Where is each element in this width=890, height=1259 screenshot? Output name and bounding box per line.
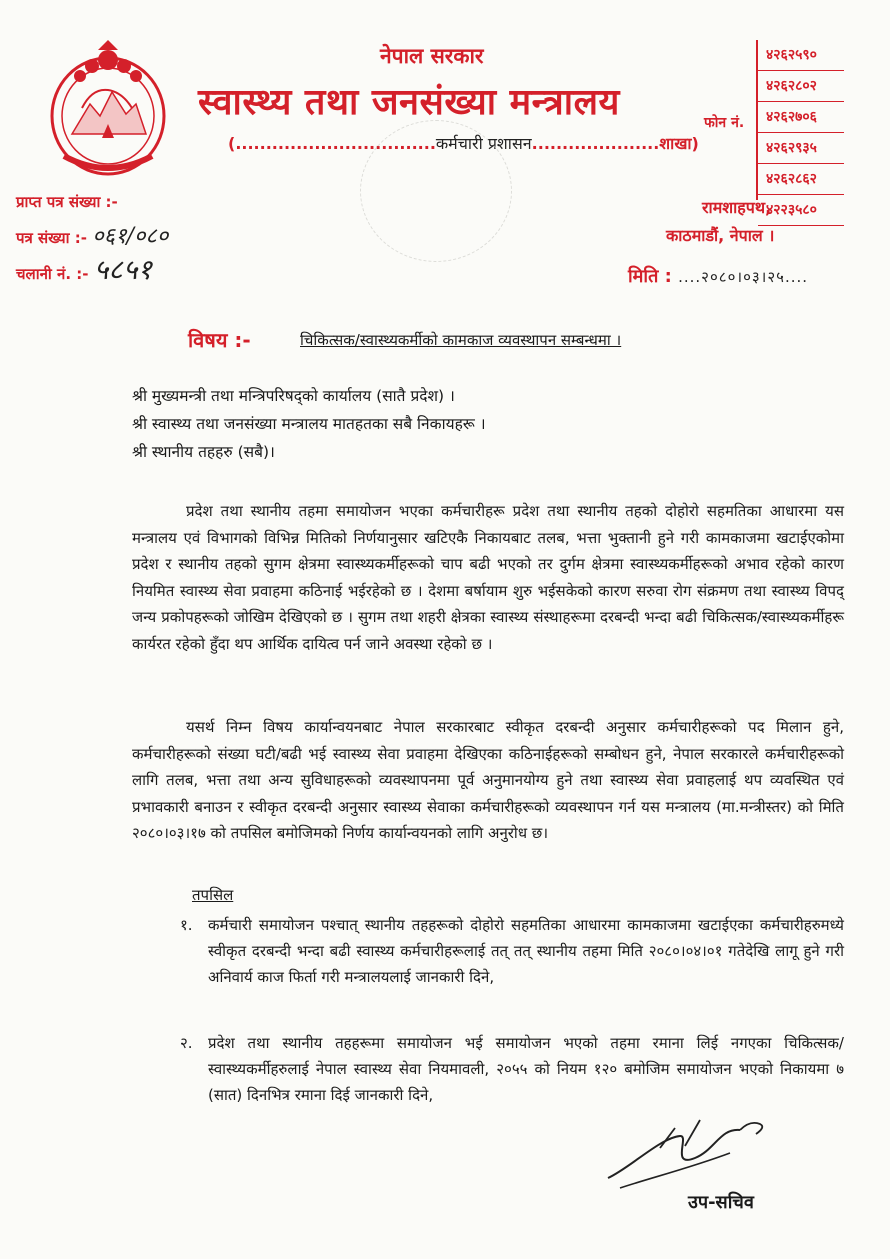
tapsil-item-text: कर्मचारी समायोजन पश्चात् स्थानीय तहहरूको दोहोरो सहमतिका आधारमा कामकाजमा खटाईएका कर्मचारीहरुमध्ये स्वीकृत दरबन्दी भन्दा बढी स्वास्थ्य कर्मचारीहरूलाई तत् तत् स्थानीय तहमा मिति २०८०।०४।०१ गतेदेखि लागू हुने गरी अनिवार्य काज फिर्ता गरी मन्त्रालयलाई जानकारी दिने, (208, 916, 844, 986)
phone-number: ४२६२९३५ (758, 133, 844, 164)
dispatch-number-label: चलानी नं. :- (16, 265, 89, 283)
date-value: ....२०८०।०३।२५.... (678, 268, 809, 286)
phone-number: ४२६२७०६ (758, 102, 844, 133)
tapsil-item (132, 912, 844, 990)
branch-name: कर्मचारी प्रशासन (435, 134, 532, 153)
address-line-1: रामशाहपथ, (702, 198, 772, 217)
date-label: मिति : (628, 266, 672, 287)
signatory-title: उप-सचिव (688, 1192, 754, 1213)
nepal-emblem-icon (42, 38, 174, 180)
phone-number: ४२६२८०२ (758, 71, 844, 102)
subject-label: विषय :- (188, 328, 251, 352)
subject-text: चिकित्सक/स्वास्थ्यकर्मीको कामकाज व्यवस्थापन सम्बन्धमा । (300, 331, 622, 349)
addressee-line: श्री स्थानीय तहहरु (सबै)। (132, 443, 275, 461)
ministry-name: स्वास्थ्य तथा जनसंख्या मन्त्रालय (198, 82, 620, 123)
tapsil-item (132, 1030, 844, 1108)
letter-number-value: ०६१/०८० (92, 224, 169, 249)
phone-number: ४२६२८६२ (758, 164, 844, 195)
addressee-line: श्री स्वास्थ्य तथा जनसंख्या मन्त्रालय मातहतका सबै निकायहरू । (132, 415, 486, 433)
tapsil-heading: तपसिल (192, 886, 234, 904)
faded-stamp (360, 120, 512, 262)
signature-icon (600, 1108, 780, 1198)
address-line-2: काठमाडौं, नेपाल । (666, 226, 775, 245)
tapsil-item-number: १. (180, 916, 193, 934)
letter-number-label: पत्र संख्या :- (16, 229, 87, 247)
government-name: नेपाल सरकार (380, 44, 484, 68)
phone-label: फोन नं. (704, 115, 745, 131)
tapsil-item-text: प्रदेश तथा स्थानीय तहहरूमा समायोजन भई समायोजन भएको तहमा रमाना लिई नगएका चिकित्सक/स्वास्थ्यकर्मीहरुलाई नेपाल स्वास्थ्य सेवा नियमावली, २०५५ को नियम १२० बमोजिम समायोजन भएको निकायमा ७ (सात) दिनभित्र रमाना दिई जानकारी दिने, (208, 1034, 844, 1104)
dispatch-number-row (16, 250, 152, 288)
addressee-line: श्री मुख्यमन्त्री तथा मन्त्रिपरिषद्‌को कार्यालय (सातै प्रदेश) । (132, 387, 455, 405)
phone-number: ४२२३५८० (758, 195, 844, 226)
received-letter-label: प्राप्त पत्र संख्या :- (16, 193, 118, 211)
branch-open: (................................. (228, 134, 436, 153)
branch-close: .....................शाखा) (531, 134, 699, 153)
letter-number-row (16, 220, 168, 250)
body-paragraph-2: यसर्थ निम्न विषय कार्यान्वयनबाट नेपाल सरकारबाट स्वीकृत दरबन्दी अनुसार कर्मचारीहरूको पद मिलान हुने, कर्मचारीहरूको संख्या घटी/बढी भई स्वास्थ्य सेवा प्रवाहमा देखिएका कठिनाईहरूको सम्बोधन हुने, नेपाल सरकारले कर्मचारीहरूको लागि तलब, भत्ता तथा अन्य सुविधाहरूको व्यवस्थापनमा पूर्व अनुमानयोग्य हुने तथा स्वास्थ्य सेवा प्रवाहलाई थप व्यवस्थित एवं प्रभावकारी बनाउन र स्वीकृत दरबन्दी अनुसार स्वास्थ्य सेवाका कर्मचारीहरूको व्यवस्थापन गर्न यस मन्त्रालय (मा.मन्त्रीस्तर) को मिति २०८०।०३।१७ को तपसिल बमोजिमको निर्णय कार्यान्वयनको लागि अनुरोध छ। (132, 718, 844, 842)
tapsil-item-number: २. (180, 1034, 193, 1052)
nepal-emblem (42, 38, 174, 180)
dispatch-number-value: ५८५१ (93, 253, 152, 286)
signature (600, 1108, 780, 1198)
phone-list (756, 40, 868, 218)
phone-number: ४२६२५९० (758, 40, 844, 71)
date-row (628, 264, 808, 288)
body-paragraph-1: प्रदेश तथा स्थानीय तहमा समायोजन भएका कर्मचारीहरू प्रदेश तथा स्थानीय तहको दोहोरो सहमतिका आधारमा यस मन्त्रालय एवं विभागको विभिन्न मितिको निर्णयानुसार खटिएकै निकायबाट तलब, भत्ता भुक्तानी हुने गरी कामकाजमा खटाईएकोमा प्रदेश र स्थानीय तहको सुगम क्षेत्रमा स्वास्थ्यकर्मीहरूको चाप बढी भएको तर दुर्गम क्षेत्रमा स्वास्थ्यकर्मीहरूको अभाव रहेको कारण नियमित स्वास्थ्य सेवा प्रवाहमा कठिनाई भईरहेको छ । देशमा बर्षायाम शुरु भईसकेको कारण सरुवा रोग संक्रमण तथा स्वास्थ्य विपद् जन्य प्रकोपहरूको जोखिम देखिएको छ । सुगम तथा शहरी क्षेत्रका स्वास्थ्य संस्थाहरूमा दरबन्दी भन्दा बढी चिकित्सक/स्वास्थ्यकर्मीहरू कार्यरत रहेको हुँदा थप आर्थिक दायित्व पर्न जाने अवस्था रहेको छ । (132, 502, 844, 653)
